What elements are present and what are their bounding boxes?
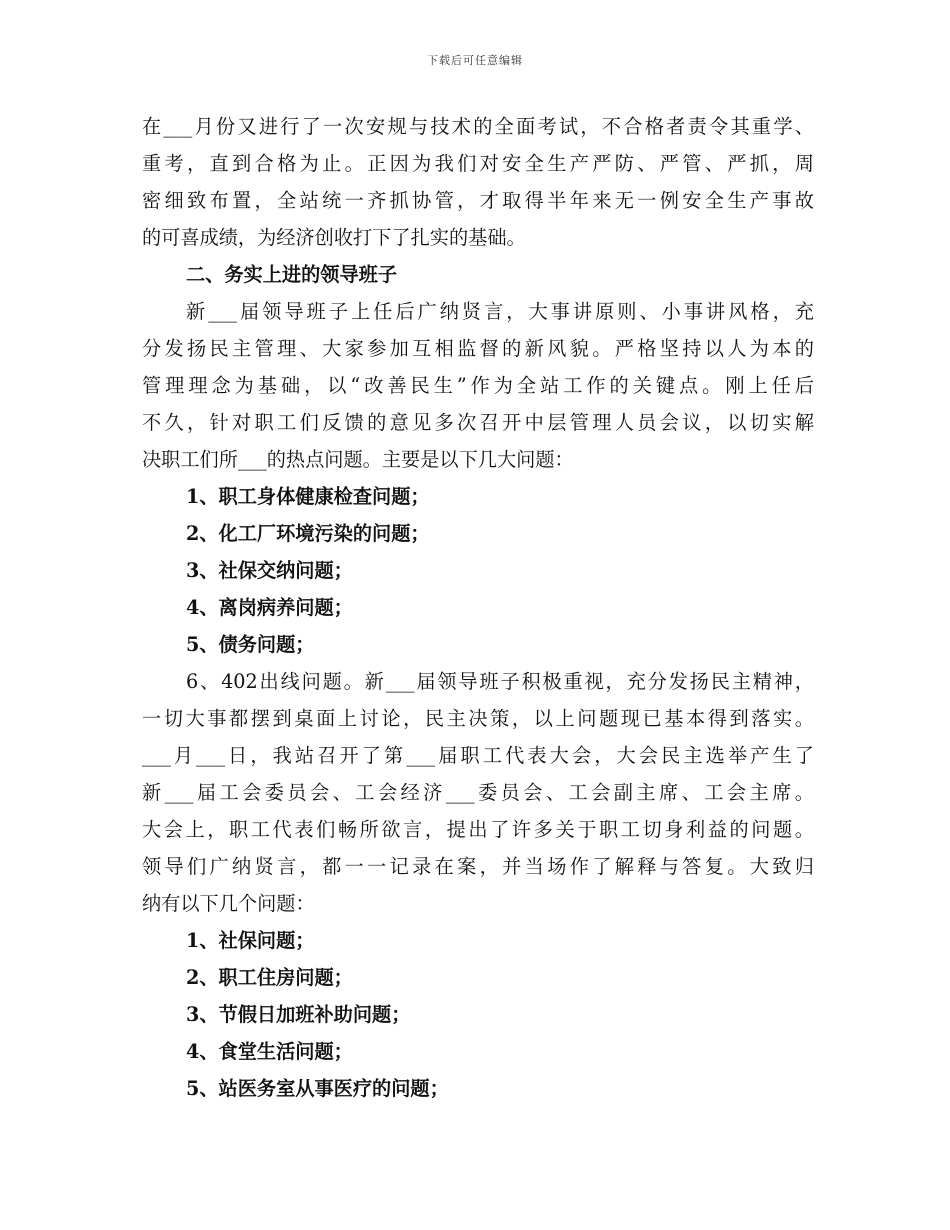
text-line: 1、社保问题； — [186, 929, 315, 952]
text-line: 密细致布置，全站统一齐抓协管，才取得半年来无一例安全生产事故 — [142, 189, 814, 212]
page-header: 下载后可任意编辑 — [427, 54, 523, 67]
text-line: 3、节假日加班补助问题； — [186, 1003, 411, 1026]
text-line: 新___届领导班子上任后广纳贤言，大事讲原则、小事讲风格，充 — [186, 300, 814, 323]
text-line: 一切大事都摆到桌面上讨论，民主决策，以上问题现已基本得到落实。 — [142, 707, 814, 730]
text-line: 1、职工身体健康检查问题； — [186, 485, 430, 508]
text-line: 决职工们所___的热点问题。主要是以下几大问题： — [142, 448, 574, 471]
text-line: 5、债务问题； — [186, 633, 315, 656]
text-line: ___月___日，我站召开了第___届职工代表大会，大会民主选举产生了 — [142, 744, 814, 767]
text-line: 3、社保交纳问题； — [186, 559, 353, 582]
text-line: 二、务实上进的领导班子 — [186, 263, 398, 286]
text-line: 大会上，职工代表们畅所欲言，提出了许多关于职工切身利益的问题。 — [142, 818, 814, 841]
text-line: 重考，直到合格为止。正因为我们对安全生产严防、严管、严抓，周 — [142, 152, 814, 175]
text-line: 不久，针对职工们反馈的意见多次召开中层管理人员会议，以切实解 — [142, 411, 814, 434]
text-line: 2、职工住房问题； — [186, 966, 353, 989]
text-line: 新___届工会委员会、工会经济___委员会、工会副主席、工会主席。 — [142, 781, 814, 804]
text-line: 领导们广纳贤言，都一一记录在案，并当场作了解释与答复。大致归 — [142, 855, 814, 878]
text-line: 管理理念为基础，以“改善民生”作为全站工作的关键点。刚上任后 — [142, 374, 814, 397]
text-line: 6、402出线问题。新___届领导班子积极重视，充分发扬民主精神， — [186, 670, 814, 693]
text-line: 2、化工厂环境污染的问题； — [186, 522, 430, 545]
text-line: 的可喜成绩，为经济创收打下了扎实的基础。 — [142, 226, 526, 249]
text-line: 分发扬民主管理、大家参加互相监督的新风貌。严格坚持以人为本的 — [142, 337, 814, 360]
document-body — [142, 108, 814, 1107]
text-line: 4、离岗病养问题； — [186, 596, 353, 619]
text-line: 5、站医务室从事医疗的问题； — [186, 1077, 449, 1100]
text-line: 在___月份又进行了一次安规与技术的全面考试，不合格者责令其重学、 — [142, 115, 814, 138]
text-line: 4、食堂生活问题； — [186, 1040, 353, 1063]
text-line: 纳有以下几个问题： — [142, 892, 315, 915]
